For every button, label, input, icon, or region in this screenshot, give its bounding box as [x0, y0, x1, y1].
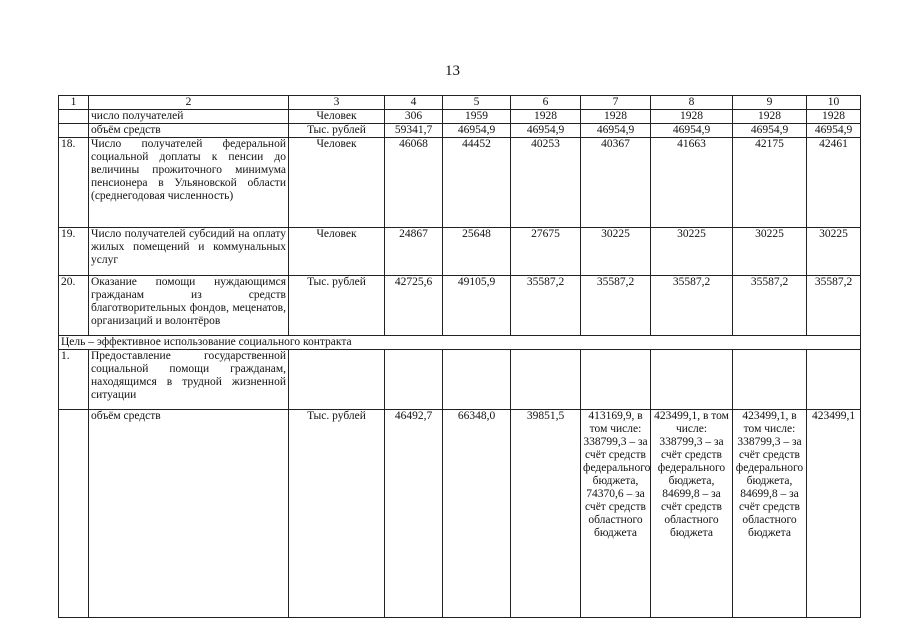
- table-row: [59, 138, 861, 228]
- header-cell: 7: [581, 96, 651, 110]
- value-cell: 306: [385, 110, 443, 124]
- row-name: объём средств: [89, 410, 289, 618]
- goal-heading: Цель – эффективное использование социального контракта: [59, 336, 861, 350]
- value-cell: 24867: [385, 228, 443, 276]
- value-cell: 30225: [581, 228, 651, 276]
- goal-heading-row: [59, 336, 861, 350]
- table-row: [59, 228, 861, 276]
- value-cell: 41663: [651, 138, 733, 228]
- value-cell: 46492,7: [385, 410, 443, 618]
- table-row: [59, 410, 861, 618]
- empty-cell: [651, 350, 733, 410]
- row-number: 18.: [59, 138, 89, 228]
- value-cell: 1928: [733, 110, 807, 124]
- value-cell: 30225: [807, 228, 861, 276]
- empty-cell: [733, 350, 807, 410]
- table-row: [59, 276, 861, 336]
- page-number: 13: [445, 63, 460, 79]
- header-row: [59, 96, 861, 110]
- funding-breakdown-cell: 423499,1, в том числе: 338799,3 – за счёт средств федерального бюджета, 84699,8 – за счёт средств областного бюджета: [651, 410, 733, 618]
- row-name: Число получателей федеральной социальной доплаты к пенсии до величины прожиточного минимума пенсионера в Ульяновской области (среднегодовая численность): [89, 138, 289, 228]
- empty-cell: [807, 350, 861, 410]
- row-number: [59, 110, 89, 124]
- value-cell: 66348,0: [443, 410, 511, 618]
- value-cell: 35587,2: [511, 276, 581, 336]
- value-cell: 40367: [581, 138, 651, 228]
- value-cell: 40253: [511, 138, 581, 228]
- row-number: [59, 410, 89, 618]
- row-name: число получателей: [89, 110, 289, 124]
- empty-cell: [581, 350, 651, 410]
- unit-cell: Тыс. рублей: [289, 124, 385, 138]
- header-cell: 2: [89, 96, 289, 110]
- header-cell: 5: [443, 96, 511, 110]
- unit-cell: Человек: [289, 138, 385, 228]
- header-cell: 8: [651, 96, 733, 110]
- funding-breakdown-cell: 413169,9, в том числе: 338799,3 – за счёт средств федерального бюджета, 74370,6 – за счёт средств областного бюджета: [581, 410, 651, 618]
- empty-cell: [443, 350, 511, 410]
- value-cell: 46954,9: [511, 124, 581, 138]
- unit-cell: Тыс. рублей: [289, 276, 385, 336]
- value-cell: 1928: [511, 110, 581, 124]
- value-cell: 423499,1: [807, 410, 861, 618]
- value-cell: 35587,2: [807, 276, 861, 336]
- value-cell: 39851,5: [511, 410, 581, 618]
- value-cell: 27675: [511, 228, 581, 276]
- row-number: [59, 124, 89, 138]
- value-cell: 35587,2: [581, 276, 651, 336]
- empty-cell: [385, 350, 443, 410]
- value-cell: 1928: [807, 110, 861, 124]
- value-cell: 42175: [733, 138, 807, 228]
- value-cell: 46954,9: [807, 124, 861, 138]
- funding-breakdown-cell: 423499,1, в том числе: 338799,3 – за счёт средств федерального бюджета, 84699,8 – за счёт средств областного бюджета: [733, 410, 807, 618]
- value-cell: 35587,2: [733, 276, 807, 336]
- row-number: 19.: [59, 228, 89, 276]
- header-cell: 4: [385, 96, 443, 110]
- value-cell: 46954,9: [443, 124, 511, 138]
- unit-cell: Человек: [289, 110, 385, 124]
- value-cell: 30225: [651, 228, 733, 276]
- row-name: объём средств: [89, 124, 289, 138]
- empty-cell: [511, 350, 581, 410]
- row-name: Число получателей субсидий на оплату жилых помещений и коммунальных услуг: [89, 228, 289, 276]
- value-cell: 59341,7: [385, 124, 443, 138]
- value-cell: 44452: [443, 138, 511, 228]
- value-cell: 1928: [651, 110, 733, 124]
- value-cell: 49105,9: [443, 276, 511, 336]
- header-cell: 9: [733, 96, 807, 110]
- row-number: 1.: [59, 350, 89, 410]
- indicators-table: [58, 95, 861, 618]
- unit-cell: Человек: [289, 228, 385, 276]
- value-cell: 46068: [385, 138, 443, 228]
- header-cell: 3: [289, 96, 385, 110]
- table-row: [59, 124, 861, 138]
- empty-cell: [289, 350, 385, 410]
- value-cell: 42461: [807, 138, 861, 228]
- row-name: Оказание помощи нуждающимся гражданам из средств благотворительных фондов, меценатов, организаций и волонтёров: [89, 276, 289, 336]
- row-name: Предоставление государственной социальной помощи гражданам, находящимся в трудной жизненной ситуации: [89, 350, 289, 410]
- table-row: [59, 350, 861, 410]
- header-cell: 10: [807, 96, 861, 110]
- value-cell: 42725,6: [385, 276, 443, 336]
- value-cell: 46954,9: [581, 124, 651, 138]
- table-row: [59, 110, 861, 124]
- value-cell: 46954,9: [651, 124, 733, 138]
- value-cell: 1928: [581, 110, 651, 124]
- row-number: 20.: [59, 276, 89, 336]
- value-cell: 46954,9: [733, 124, 807, 138]
- value-cell: 1959: [443, 110, 511, 124]
- value-cell: 25648: [443, 228, 511, 276]
- header-cell: 1: [59, 96, 89, 110]
- header-cell: 6: [511, 96, 581, 110]
- value-cell: 30225: [733, 228, 807, 276]
- value-cell: 35587,2: [651, 276, 733, 336]
- unit-cell: Тыс. рублей: [289, 410, 385, 618]
